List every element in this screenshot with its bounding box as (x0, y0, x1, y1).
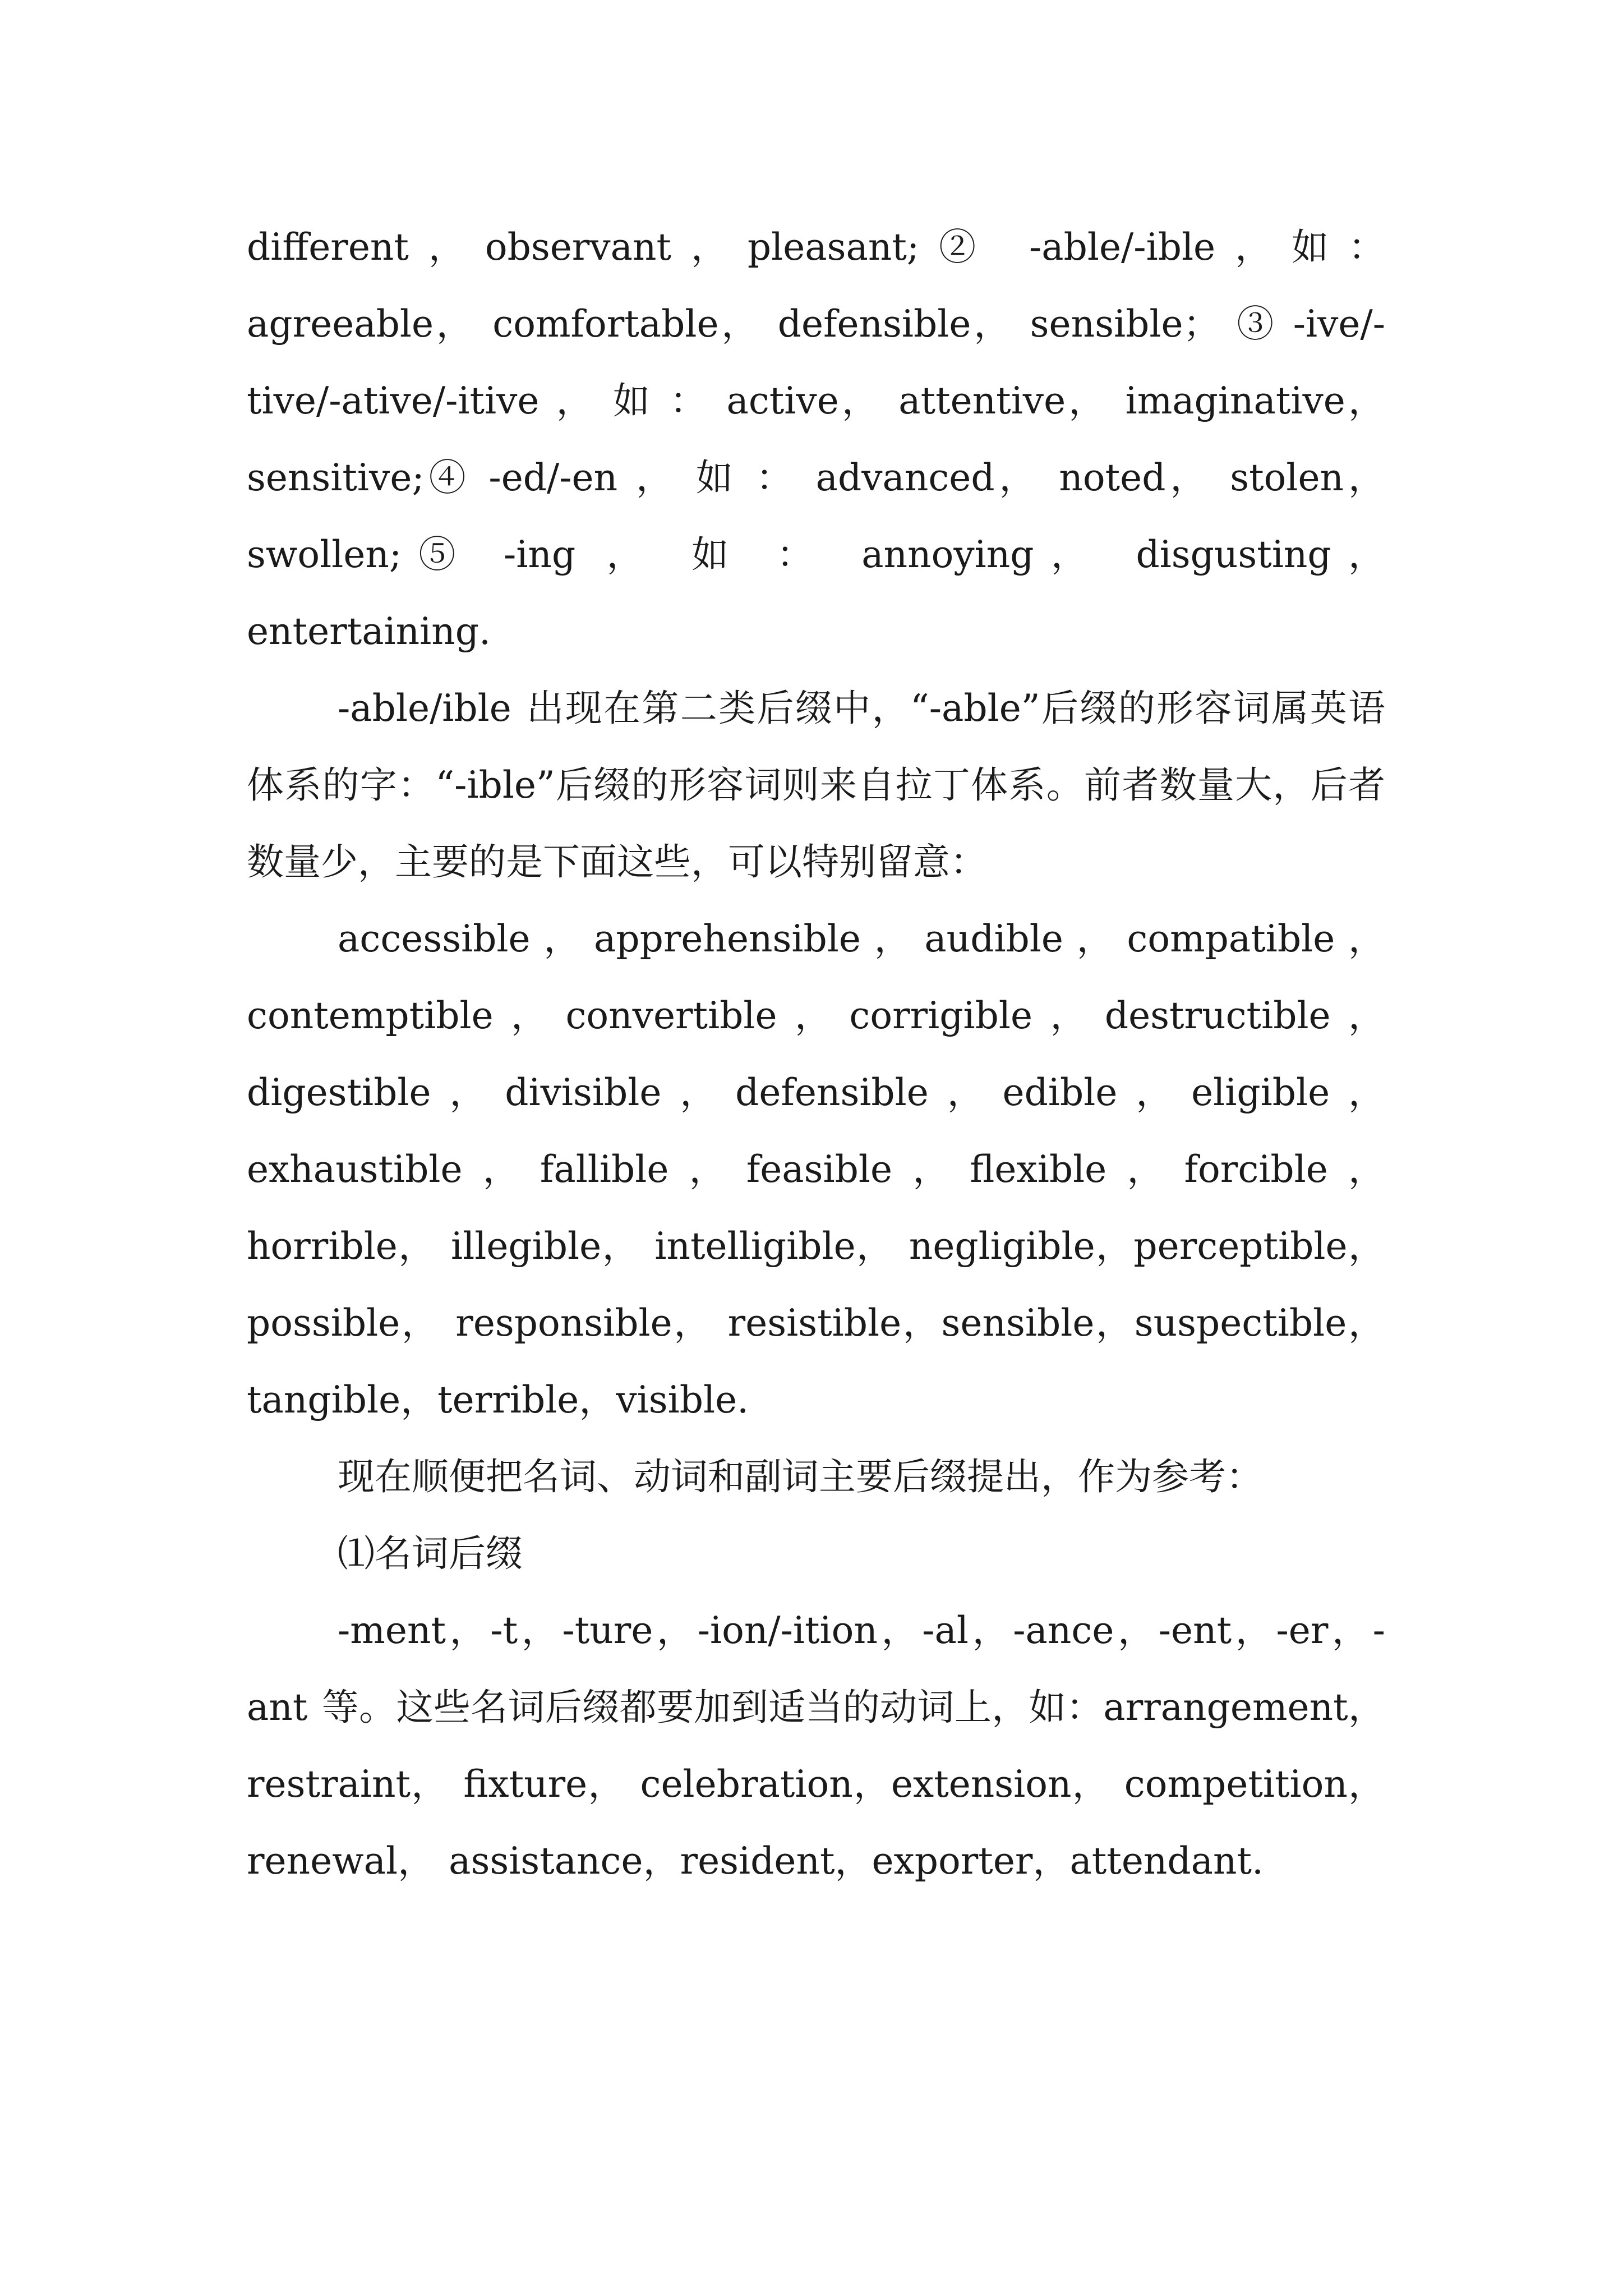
document-page (247, 209, 1385, 1899)
paragraph-able-ible-explanation: -able/ible 出现在第二类后缀中，“-able”后缀的形容词属英语体系的字：“-ible”后缀的形容词则来自拉丁体系。前者数量大，后者数量少，主要的是下面这些，可以特别留意： (247, 687, 1385, 884)
paragraph-ible-word-list: accessible，apprehensible，audible，compatible，contemptible，convertible，corrigible，destructible，digestible，divisible，defensible，edible，eligible，exhaustible，fallible，feasible，flexible，forcible，horrible， illegible， intelligible， negligible，perceptible， possible， responsible， resistible，sensible，suspectible，tangible，terrible，visible. (247, 917, 1385, 1421)
section-heading-noun-suffix: ⑴名词后缀 (338, 1532, 523, 1575)
paragraph-adjective-suffix-list: different，observant，pleasant;② -able/-ible，如：agreeable， comfortable， defensible， sensible； ③ -ive/-tive/-ative/-itive ， 如 ： active， attentive， imaginative， sensitive;④ -ed/-en ， 如 ： advanced， noted， stolen， swollen;⑤ -ing ， 如 ： annoying， disgusting，entertaining. (247, 226, 1385, 653)
paragraph-other-suffixes-intro: 现在顺便把名词、动词和副词主要后缀提出，作为参考： (338, 1455, 1263, 1498)
paragraph-noun-suffixes: -ment，-t，-ture，-ion/-ition，-al，-ance，-ent，-er，-ant 等。这些名词后缀都要加到适当的动词上，如：arrangement， restraint， fixture， celebration，extension， competition， renewal， assistance，resident，exporter，attendant. (247, 1609, 1385, 1883)
